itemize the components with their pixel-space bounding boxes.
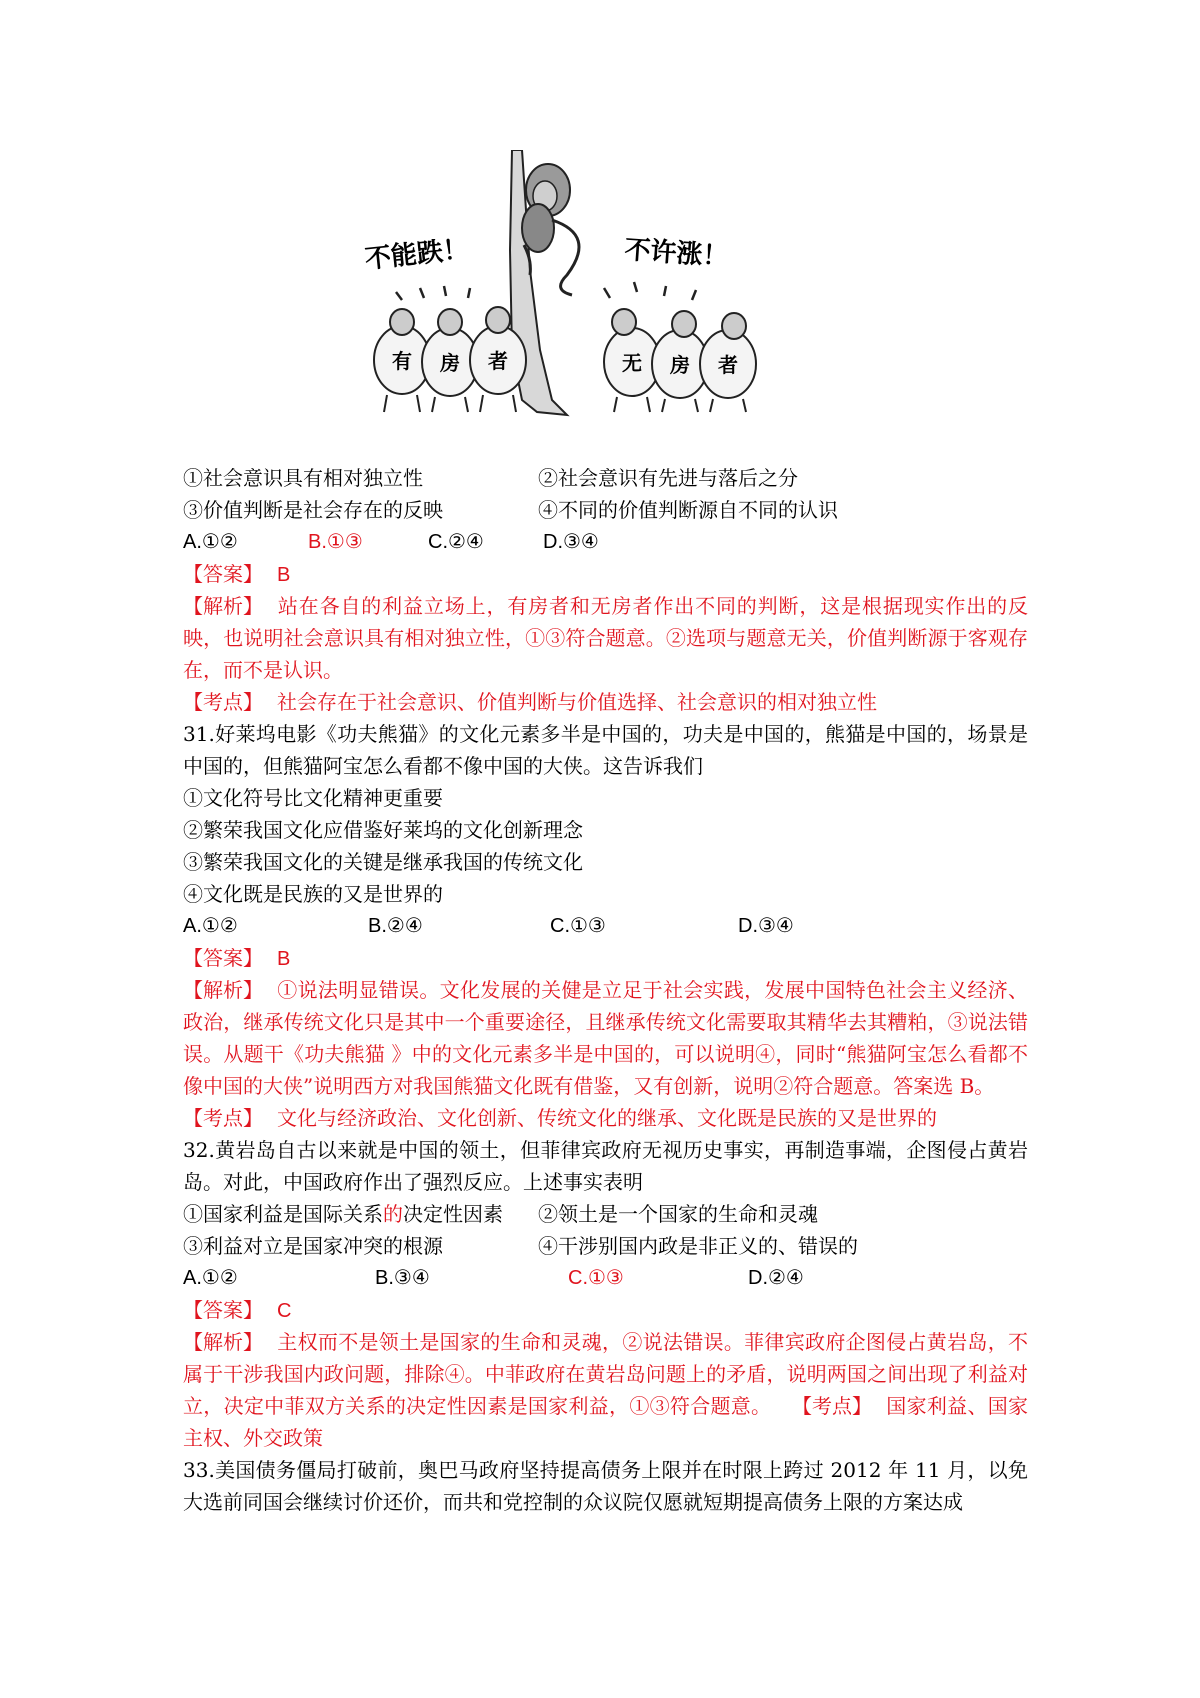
q32-answer [183, 1294, 1028, 1326]
q30-answer [183, 558, 1028, 590]
q31-option-a: A.①② [183, 915, 238, 937]
q32-option-c: C.①③ [568, 1267, 624, 1289]
answer-tag: 【答案】 [183, 562, 263, 586]
q31-stem: 31.好莱坞电影《功夫熊猫》的文化元素多半是中国的，功夫是中国的，熊猫是中国的，场景是中国的，但熊猫阿宝怎么看都不像中国的大侠。这告诉我们 [183, 722, 1028, 778]
q31-answer [183, 942, 1028, 974]
q30-option-d: D.③④ [543, 531, 599, 553]
analysis-text: 站在各自的利益立场上，有房者和无房者作出不同的判断，这是根据现实作出的反映，也说明社会意识具有相对独立性，①③符合题意。②选项与题意无关，价值判断源于客观存在，而不是认识。 [183, 594, 1028, 682]
q30-statement-3: ③价值判断是社会存在的反映 [183, 498, 443, 522]
analysis-tag: 【解析】 [183, 978, 263, 1002]
q32-option-a: A.①② [183, 1267, 238, 1289]
q30-statement-1: ①社会意识具有相对独立性 [183, 466, 423, 490]
q32-statement-1: ①国家利益是国际关系的决定性因素 [183, 1202, 503, 1226]
point-tag: 【考点】 [792, 1394, 872, 1418]
q32-statement-2: ②领土是一个国家的生命和灵魂 [538, 1202, 818, 1226]
left-sign-2: 房 [440, 351, 460, 375]
q30-statement-row-1 [183, 462, 1028, 494]
q33-stem: 33.美国债务僵局打破前，奥巴马政府坚持提高债务上限并在时限上跨过 2012 年 11 月，以免大选前同国会继续讨价还价，而共和党控制的众议院仅愿就短期提高债务上限的方案达成 [183, 1458, 1028, 1514]
right-sign-1: 无 [622, 351, 642, 375]
q30-point [183, 686, 1028, 718]
q31-option-b: B.②④ [368, 915, 423, 937]
q31-option-d: D.③④ [738, 915, 794, 937]
q32-statement-3: ③利益对立是国家冲突的根源 [183, 1234, 443, 1258]
q30-option-a: A.①② [183, 531, 238, 553]
left-caption: 不能跌！ [363, 234, 471, 275]
answer-value: B [277, 948, 291, 970]
answer-value: C [277, 1300, 292, 1322]
answer-value: B [277, 564, 291, 586]
q30-option-b: B.①③ [308, 531, 363, 553]
q30-statement-2: ②社会意识有先进与落后之分 [538, 466, 798, 490]
q32-statement-row-1 [183, 1198, 1028, 1230]
answer-tag: 【答案】 [183, 1298, 263, 1322]
q30-analysis [183, 590, 1028, 686]
left-sign-1: 有 [392, 349, 412, 373]
q31-option-c: C.①③ [550, 915, 606, 937]
q30-option-c: C.②④ [428, 531, 484, 553]
cartoon-illustration [362, 150, 850, 450]
point-text: 国家利益、国家主权、外交政策 [183, 1394, 1029, 1450]
q32-statement-row-2 [183, 1230, 1028, 1262]
q32-statement-4: ④干涉别国内政是非正义的、错误的 [538, 1234, 858, 1258]
q31-statement-2: ②繁荣我国文化应借鉴好莱坞的文化创新理念 [183, 818, 583, 842]
analysis-text: ①说法明显错误。文化发展的关健是立足于社会实践，发展中国特色社会主义经济、政治，继承传统文化只是其中一个重要途径，且继承传统文化需要取其精华去其糟粕，③说法错误。从题干《功夫熊猫 》中的文化元素多半是中国的，可以说明④，同时“熊猫阿宝怎么看都不像中国的大侠”说明西方对我国熊猫文化既有借鉴，又有创新，说明②符合题意。答案选 B。 [183, 978, 1028, 1098]
q31-point [183, 1102, 1028, 1134]
q32-option-b: B.③④ [375, 1267, 430, 1289]
analysis-tag: 【解析】 [183, 594, 263, 618]
analysis-tag: 【解析】 [183, 1330, 263, 1354]
q31-options [183, 910, 1028, 942]
q30-statement-4: ④不同的价值判断源自不同的认识 [538, 498, 838, 522]
q31-statement-1: ①文化符号比文化精神更重要 [183, 786, 443, 810]
point-tag: 【考点】 [183, 1106, 263, 1130]
left-sign-3: 者 [488, 349, 508, 373]
q32-analysis [183, 1326, 1028, 1454]
q32-stem: 32.黄岩岛自古以来就是中国的领土，但菲律宾政府无视历史事实，再制造事端，企图侵占黄岩岛。对此，中国政府作出了强烈反应。上述事实表明 [183, 1138, 1028, 1194]
q31-statement-3: ③繁荣我国文化的关键是继承我国的传统文化 [183, 850, 583, 874]
q32-options [183, 1262, 1028, 1294]
question-content [183, 462, 1028, 1518]
analysis-text: 主权而不是领土是国家的生命和灵魂，②说法错误。菲律宾政府企图侵占黄岩岛，不属于干涉我国内政问题，排除④。中菲政府在黄岩岛问题上的矛盾，说明两国之间出现了利益对立，决定中菲双方关系的决定性因素是国家利益，①③符合题意。 [183, 1330, 1028, 1418]
q31-statement-4: ④文化既是民族的又是世界的 [183, 882, 443, 906]
right-sign-2: 房 [670, 353, 690, 377]
point-tag: 【考点】 [183, 690, 263, 714]
right-sign-3: 者 [718, 353, 738, 377]
right-caption: 不许涨！ [623, 235, 730, 273]
point-text: 社会存在于社会意识、价值判断与价值选择、社会意识的相对独立性 [277, 690, 877, 714]
answer-tag: 【答案】 [183, 946, 263, 970]
q32-option-d: D.②④ [748, 1267, 804, 1289]
q31-analysis [183, 974, 1028, 1102]
point-text: 文化与经济政治、文化创新、传统文化的继承、文化既是民族的又是世界的 [277, 1106, 937, 1130]
q30-statement-row-2 [183, 494, 1028, 526]
q30-options [183, 526, 1028, 558]
